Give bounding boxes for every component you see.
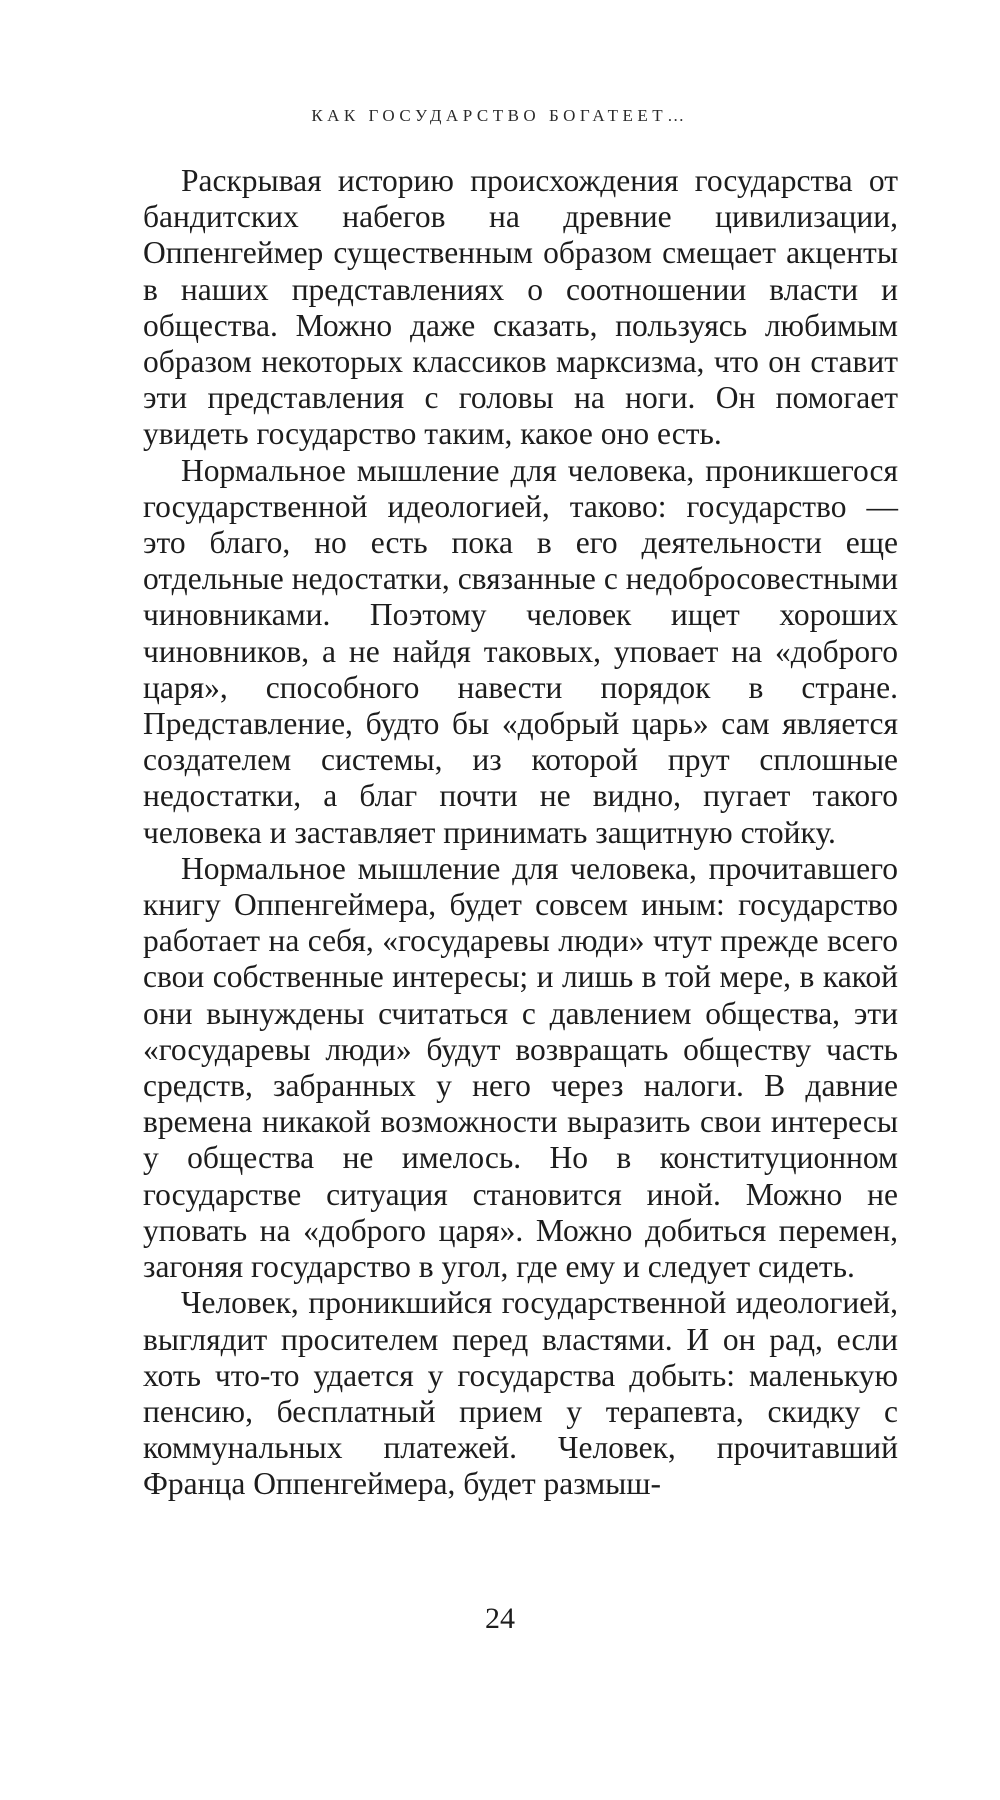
body-text	[143, 163, 898, 1503]
paragraph-3: Нормальное мышление для человека, прочитавшего книгу Оппенгеймера, будет совсем иным: государство работает на себя, «государевы люди» чтут прежде всего свои собственные интересы; и лишь в той мере, в какой они вынуждены считаться с давлением общества, эти «государевы люди» будут возвращать обществу часть средств, забранных у него через налоги. В давние времена никакой возможности выразить свои интересы у общества не имелось. Но в конституционном государстве ситуация становится иной. Можно не уповать на «доброго царя». Можно добиться перемен, загоняя государство в угол, где ему и следует сидеть.	[143, 850, 898, 1285]
running-head: КАК ГОСУДАРСТВО БОГАТЕЕТ…	[311, 106, 689, 125]
paragraph-4: Человек, проникшийся государственной идеологией, выглядит просителем перед властями. И он рад, если хоть что-то удается у государства добыть: маленькую пенсию, бесплатный прием у терапевта, скидку с коммунальных платежей. Человек, прочитавший Франца Оппенгеймера, будет размыш-	[143, 1285, 898, 1502]
paragraph-1: Раскрывая историю происхождения государства от бандитских набегов на древние цивилизации, Оппенгеймер существенным образом смещает акценты в наших представлениях о соотношении власти и общества. Можно даже сказать, пользуясь любимым образом некоторых классиков марксизма, что он ставит эти представления с головы на ноги. Он помогает увидеть государство таким, какое оно есть.	[143, 163, 898, 452]
page-number: 24	[485, 1602, 515, 1635]
paragraph-2: Нормальное мышление для человека, проникшегося государственной идеологией, таково: государство — это благо, но есть пока в его деятельности еще отдельные недостатки, связанные с недобросовестными чиновниками. Поэтому человек ищет хороших чиновников, а не найдя таковых, уповает на «доброго царя», способного навести порядок в стране. Представление, будто бы «добрый царь» сам является создателем системы, из которой прут сплошные недостатки, а благ почти не видно, пугает такого человека и заставляет принимать защитную стойку.	[143, 452, 898, 850]
